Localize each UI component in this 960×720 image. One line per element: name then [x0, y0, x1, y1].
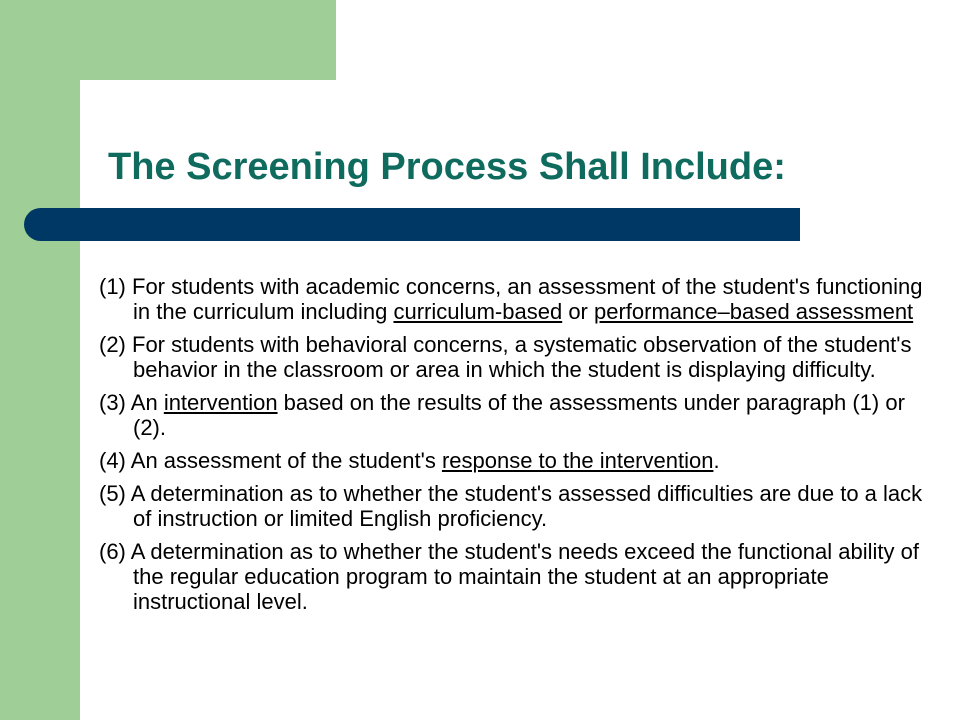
- intervention-link: intervention: [163, 390, 278, 415]
- item-3-text: (3) An: [99, 390, 164, 415]
- item-1-text: (1) For students with academic concerns, an assessment of the student's functioning in the curriculum including: [99, 274, 923, 324]
- list-item-2: [99, 332, 939, 382]
- item-1-text-or: or: [562, 299, 594, 324]
- list-item-6: [99, 539, 939, 614]
- screening-list: [99, 274, 939, 622]
- item-5-text: (5) A determination as to whether the student's assessed difficulties are due to a lack of instruction or limited English proficiency.: [99, 481, 923, 531]
- title-underline-bar: [24, 208, 800, 241]
- item-3-text-rest: based on the results of the assessments under paragraph (1) or (2).: [133, 390, 905, 440]
- item-4-text-end: .: [713, 448, 720, 473]
- performance-based-assessment-link: performance–based assessment: [594, 299, 914, 324]
- list-item-4: [99, 448, 939, 473]
- item-6-text: (6) A determination as to whether the student's needs exceed the functional ability of the regular education program to maintain the student at an appropriate instructional level.: [99, 539, 919, 614]
- green-side-band: [0, 0, 80, 720]
- response-to-intervention-link: response to the intervention: [441, 448, 714, 473]
- curriculum-based-link: curriculum-based: [393, 299, 563, 324]
- list-item-3: [99, 390, 939, 440]
- green-top-band: [0, 0, 336, 80]
- slide-title: The Screening Process Shall Include:: [108, 146, 786, 188]
- list-item-5: [99, 481, 939, 531]
- list-item-1: [99, 274, 939, 324]
- item-2-text: (2) For students with behavioral concerns, a systematic observation of the student's behavior in the classroom or area in which the student is displaying difficulty.: [99, 332, 912, 382]
- item-4-text: (4) An assessment of the student's: [99, 448, 442, 473]
